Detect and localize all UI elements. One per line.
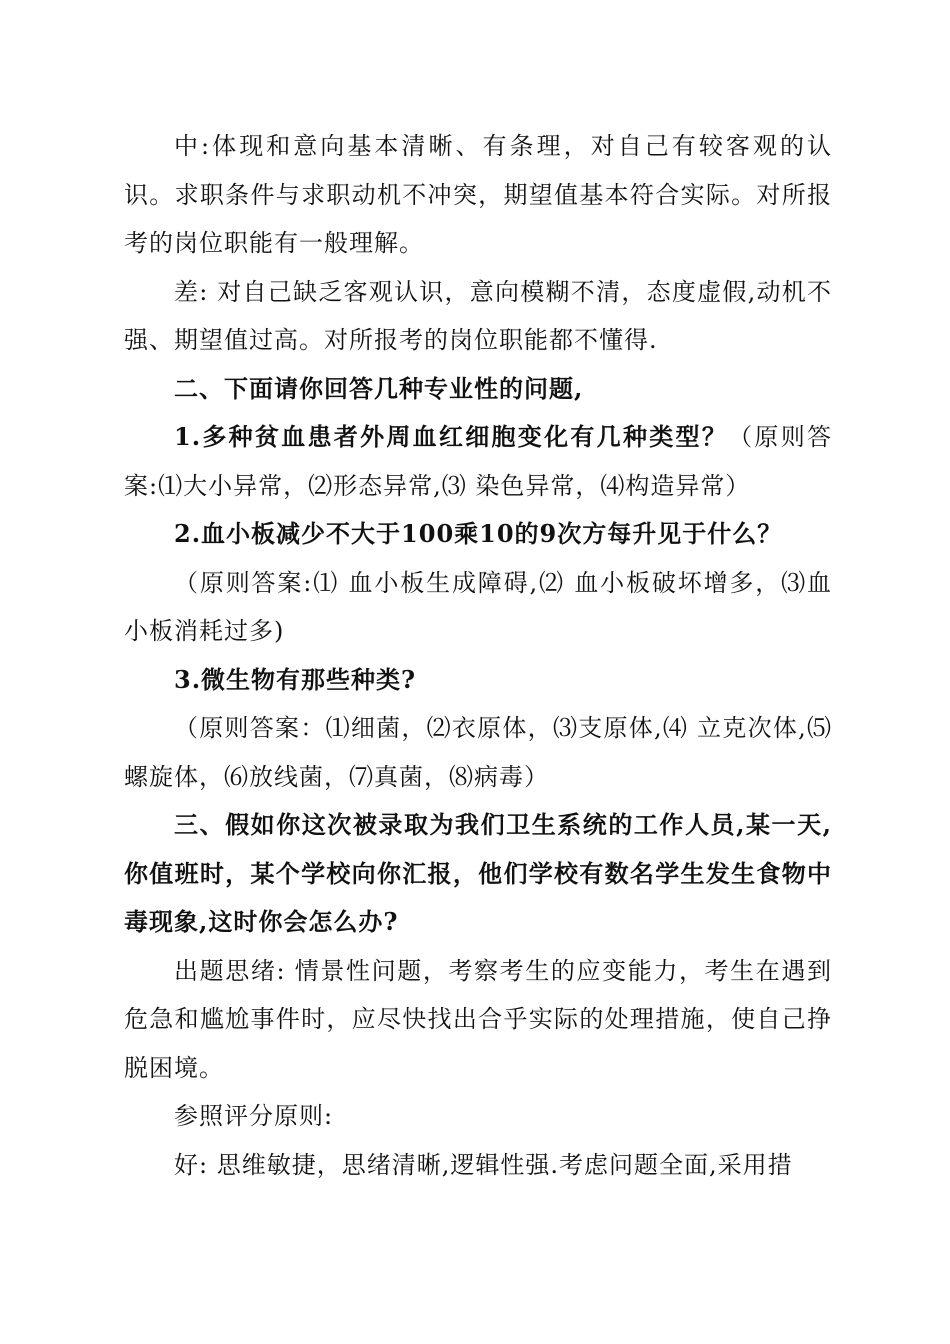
- question-2: 2.血小板减少不大于100乘10的9次方每升见于什么？: [174, 519, 783, 548]
- section-heading-professional-questions: 二、下面请你回答几种专业性的问题,: [174, 373, 584, 403]
- paragraph-question-rationale: 出题思绪: 情景性问题，考察考生的应变能力，考生在遇到危急和尴尬事件时，应尽快找出合乎实际的处理措施，使自己挣脱困境。: [124, 956, 832, 1082]
- paragraph-rating-good: 好: 思维敏捷，思绪清晰,逻辑性强.考虑问题全面,采用措: [174, 1150, 793, 1179]
- paragraph-scoring-criteria-label: 参照评分原则:: [174, 1102, 334, 1130]
- question-2-answer: （原则答案:⑴ 血小板生成障碍,⑵ 血小板破坏增多，⑶血小板消耗过多): [124, 568, 832, 645]
- paragraph-rating-poor: 差: 对自己缺乏客观认识，意向模糊不清，态度虚假,动机不强、期望值过高。对所报考的岗位职能都不懂得.: [124, 277, 832, 354]
- paragraph-rating-medium: 中:体现和意向基本清晰、有条理，对自己有较客观的认识。求职条件与求职动机不冲突，期望值基本符合实际。对所报考的岗位职能有一般理解。: [124, 132, 832, 257]
- question-1-text: 1.多种贫血患者外周血红细胞变化有几种类型？: [174, 422, 729, 451]
- section-heading-scenario-question: 三、假如你这次被录取为我们卫生系统的工作人员,某一天,你值班时，某个学校向你汇报，他们学校有数名学生发生食物中毒现象,这时你会怎么办?: [124, 810, 832, 936]
- question-1: [124, 413, 832, 510]
- question-3-answer: （原则答案：⑴细菌，⑵衣原体，⑶支原体,⑷ 立克次体,⑸ 螺旋体，⑹放线菌，⑺真菌，⑻病毒）: [124, 714, 832, 791]
- question-3: 3.微生物有那些种类?: [174, 664, 417, 694]
- question-1-answer: （原则答案:⑴大小异常，⑵形态异常,⑶ 染色异常，⑷构造异常）: [124, 423, 832, 500]
